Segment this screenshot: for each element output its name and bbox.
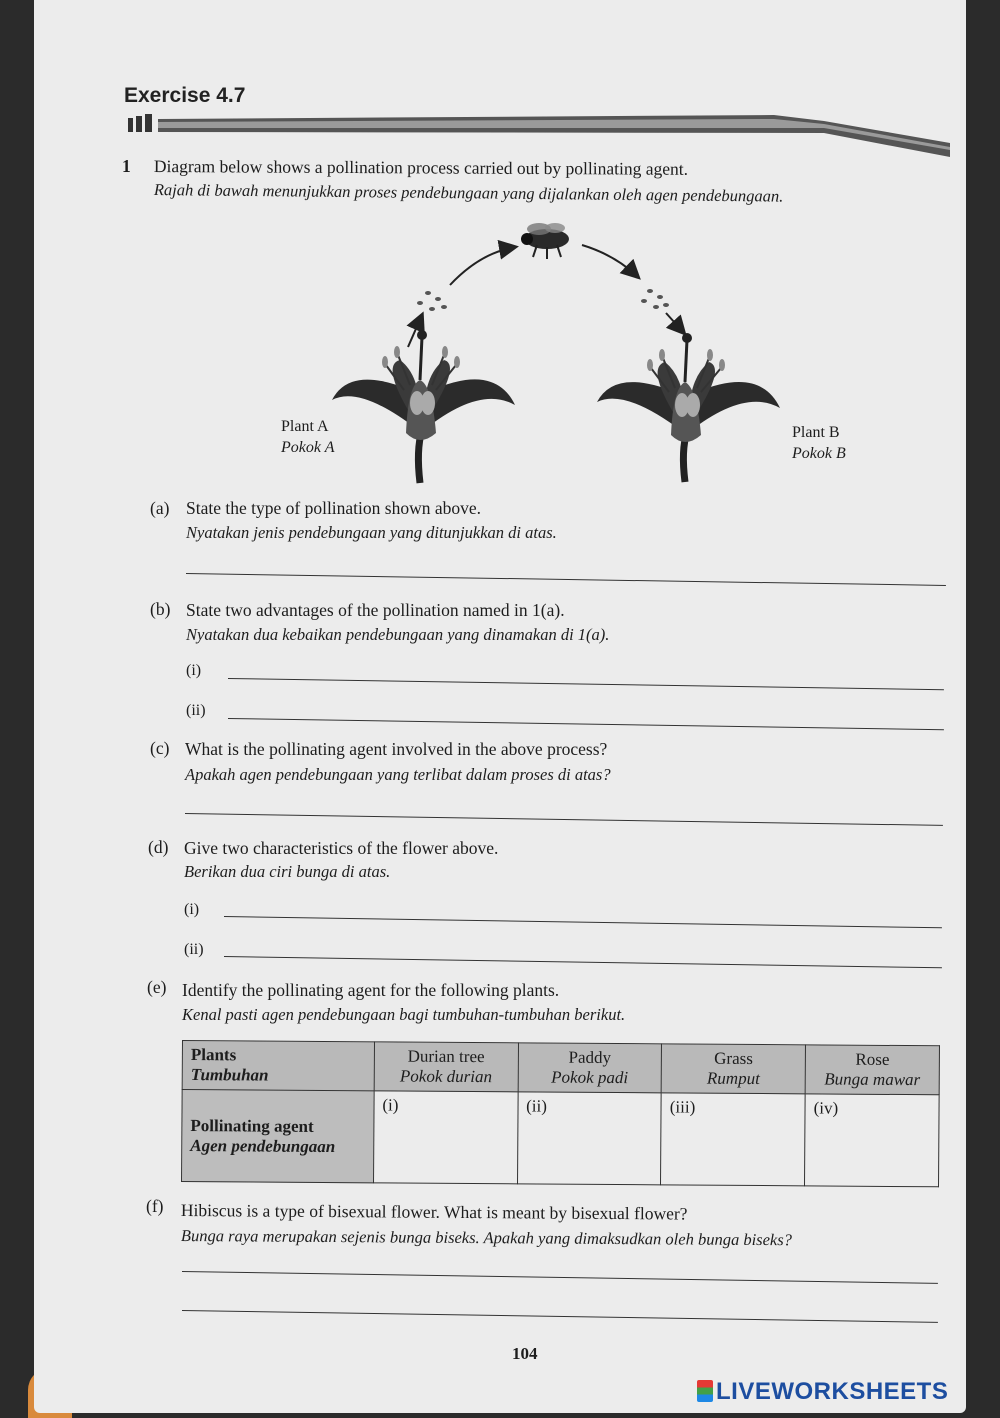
part-b-sub-ii: (ii) bbox=[186, 702, 206, 719]
arrow-pollen-down bbox=[666, 313, 684, 333]
part-c-label: (c) bbox=[150, 738, 170, 758]
pollinating-agent-table bbox=[181, 1040, 940, 1187]
watermark-text: LIVEWORKSHEETS bbox=[716, 1378, 949, 1405]
answer-label: (ii) bbox=[526, 1096, 547, 1116]
plant-b-label: Plant B bbox=[792, 424, 840, 441]
plant-name: Durian tree bbox=[407, 1046, 485, 1067]
exercise-title: Exercise 4.7 bbox=[124, 84, 246, 107]
pollination-diagram bbox=[320, 215, 840, 485]
answer-cell-grass[interactable] bbox=[661, 1093, 805, 1186]
plant-name-malay: Pokok durian bbox=[399, 1066, 493, 1087]
table-cell-plant bbox=[805, 1045, 939, 1095]
part-b-question: State two advantages of the pollination named in 1(a). bbox=[186, 600, 565, 620]
table-cell-plant bbox=[661, 1044, 805, 1094]
plant-name-malay: Pokok padi bbox=[551, 1067, 629, 1088]
part-a-label: (a) bbox=[150, 498, 170, 518]
plant-b-label-malay: Pokok B bbox=[792, 445, 846, 462]
question-number: 1 bbox=[122, 156, 131, 176]
table-header-plants bbox=[182, 1041, 374, 1091]
intro-english: Diagram below shows a pollination process carried out by pollinating agent. bbox=[153, 156, 689, 179]
plant-name-malay: Bunga mawar bbox=[824, 1069, 921, 1090]
pollen-grains-right bbox=[641, 289, 669, 309]
table-header-agent bbox=[182, 1090, 374, 1183]
part-c-question-malay: Apakah agen pendebungaan yang terlibat dalam proses di atas? bbox=[185, 765, 611, 784]
plants-label-malay: Tumbuhan bbox=[190, 1065, 269, 1085]
part-d-label: (d) bbox=[148, 837, 169, 857]
table-row-plants bbox=[182, 1041, 939, 1095]
part-f-question-malay: Bunga raya merupakan sejenis bunga biseks. Apakah yang dimaksudkan oleh bunga biseks? bbox=[180, 1226, 793, 1250]
part-f-label: (f) bbox=[146, 1196, 164, 1216]
answer-cell-paddy[interactable] bbox=[517, 1092, 661, 1185]
part-a-question-malay: Nyatakan jenis pendebungaan yang ditunjukkan di atas. bbox=[186, 523, 557, 542]
table-row-agents bbox=[182, 1090, 940, 1187]
flower-plant-a bbox=[332, 330, 515, 483]
part-e-question-malay: Kenal pasti agen pendebungaan bagi tumbuhan-tumbuhan berikut. bbox=[182, 1005, 626, 1024]
answer-cell-rose[interactable] bbox=[805, 1094, 940, 1187]
agent-label: Pollinating agent bbox=[190, 1115, 314, 1136]
part-e-question: Identify the pollinating agent for the following plants. bbox=[182, 980, 560, 1000]
part-b-sub-i: (i) bbox=[186, 662, 202, 679]
plant-a-label: Plant A bbox=[281, 418, 329, 435]
table-cell-plant bbox=[374, 1042, 518, 1092]
answer-label: (iii) bbox=[669, 1097, 696, 1117]
part-b-question-malay: Nyatakan dua kebaikan pendebungaan yang dinamakan di 1(a). bbox=[186, 625, 610, 644]
pollen-grains-left bbox=[417, 291, 447, 311]
part-b-label: (b) bbox=[150, 599, 171, 619]
part-d-question-malay: Berikan dua ciri bunga di atas. bbox=[184, 862, 391, 881]
agent-label-malay: Agen pendebungaan bbox=[190, 1135, 336, 1156]
liveworksheets-logo-icon bbox=[697, 1380, 713, 1402]
answer-label: (i) bbox=[382, 1095, 399, 1115]
flower-plant-b bbox=[597, 333, 780, 482]
page-number: 104 bbox=[512, 1344, 538, 1363]
plant-name: Rose bbox=[855, 1049, 890, 1069]
plant-a-label-malay: Pokok A bbox=[281, 439, 335, 456]
answer-cell-durian[interactable] bbox=[373, 1091, 517, 1184]
arrow-to-bee bbox=[450, 247, 515, 285]
table-cell-plant bbox=[518, 1043, 662, 1093]
plants-label: Plants bbox=[190, 1045, 237, 1065]
plant-name: Paddy bbox=[568, 1047, 612, 1067]
worksheet-page bbox=[34, 0, 966, 1413]
part-c-question: What is the pollinating agent involved in the above process? bbox=[185, 739, 608, 759]
part-d-question: Give two characteristics of the flower above. bbox=[184, 838, 499, 858]
intro-malay: Rajah di bawah menunjukkan proses pendebungaan yang dijalankan oleh agen pendebungaan. bbox=[153, 180, 784, 206]
part-d-sub-i: (i) bbox=[184, 901, 200, 918]
bee-icon bbox=[521, 223, 569, 259]
answer-label: (iv) bbox=[813, 1098, 839, 1118]
part-f-question: Hibiscus is a type of bisexual flower. What is meant by bisexual flower? bbox=[180, 1200, 688, 1224]
arrow-from-bee bbox=[582, 245, 638, 277]
part-e-label: (e) bbox=[147, 977, 167, 997]
plant-name-malay: Rumput bbox=[706, 1068, 760, 1089]
part-a-question: State the type of pollination shown above. bbox=[186, 498, 482, 518]
liveworksheets-watermark bbox=[697, 1378, 948, 1406]
plant-name: Grass bbox=[714, 1048, 753, 1068]
part-d-sub-ii: (ii) bbox=[184, 941, 204, 958]
